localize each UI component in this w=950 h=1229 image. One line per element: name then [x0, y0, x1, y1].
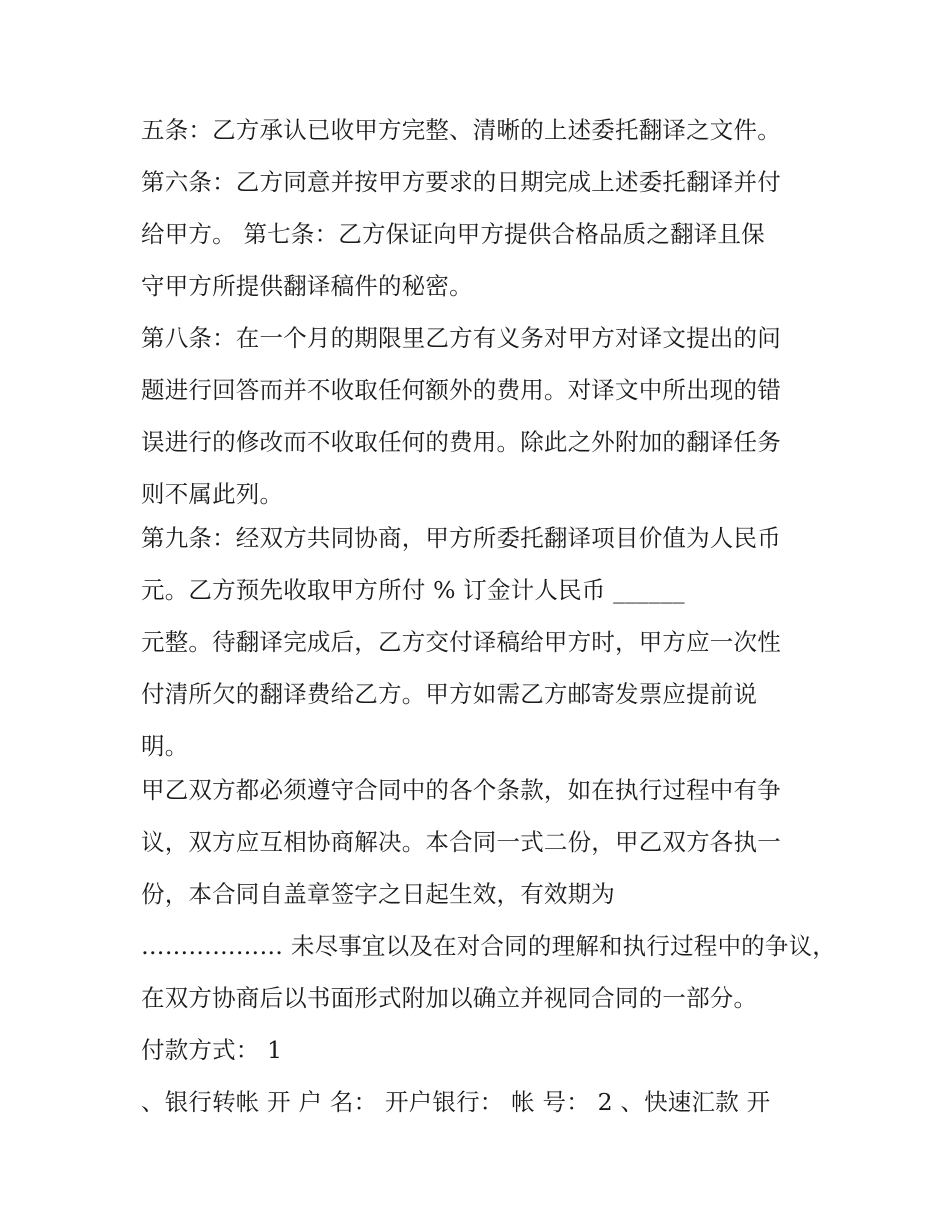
- text-line: 给甲方。 第七条：乙方保证向甲方提供合格品质之翻译且保: [141, 220, 765, 248]
- text-line: 付清所欠的翻译费给乙方。甲方如需乙方邮寄发票应提前说: [141, 680, 758, 708]
- text-line: 元整。待翻译完成后，乙方交付译稿给甲方时，甲方应一次性: [141, 628, 781, 656]
- text-line: 议，双方应互相协商解决。本合同一式二份，甲乙双方各执一: [141, 828, 781, 856]
- text-line: 守甲方所提供翻译稿件的秘密。: [141, 272, 473, 300]
- text-line: 则不属此列。: [141, 480, 284, 508]
- text-line: 甲乙双方都必须遵守合同中的各个条款，如在执行过程中有争: [141, 776, 781, 804]
- text-line: 题进行回答而并不收取任何额外的费用。对译文中所出现的错: [141, 376, 781, 404]
- text-line: 误进行的修改而不收取任何的费用。除此之外附加的翻译任务: [141, 428, 781, 456]
- text-line: 元。乙方预先收取甲方所付 % 订金计人民币 ______: [141, 576, 685, 604]
- text-line: 第八条：在一个月的期限里乙方有义务对甲方对译文提出的问: [141, 324, 781, 352]
- text-line: 明。: [141, 732, 189, 760]
- text-line: 、银行转帐 开 户 名： 开户银行： 帐 号： 2 、快速汇款 开: [141, 1088, 771, 1116]
- text-line: 在双方协商后以书面形式附加以确立并视同合同的一部分。: [141, 984, 758, 1012]
- text-line: 第六条：乙方同意并按甲方要求的日期完成上述委托翻译并付: [141, 168, 781, 196]
- text-line: ……………… 未尽事宜以及在对合同的理解和执行过程中的争议，: [141, 932, 836, 960]
- text-line: 五条：乙方承认已收甲方完整、清晰的上述委托翻译之文件。: [141, 116, 781, 144]
- text-line: 份，本合同自盖章签字之日起生效，有效期为: [141, 880, 615, 908]
- text-line: 第九条：经双方共同协商，甲方所委托翻译项目价值为人民币: [141, 524, 781, 552]
- text-line: 付款方式： 1: [141, 1036, 283, 1064]
